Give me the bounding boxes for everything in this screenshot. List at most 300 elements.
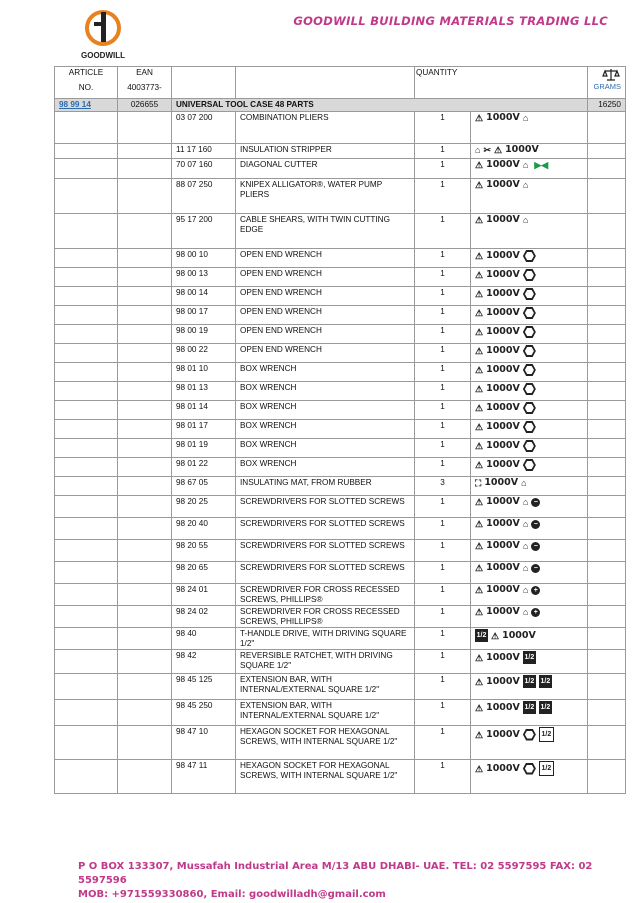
main-article-number[interactable]: 98 99 14: [55, 99, 118, 112]
warning-triangle-icon: ⚠: [475, 763, 484, 774]
blank-cell: [55, 477, 118, 496]
voltage-label: 1000V: [486, 459, 520, 470]
component-code: 98 40: [172, 628, 236, 650]
table-row: [55, 439, 626, 458]
component-code: 98 45 250: [172, 700, 236, 726]
component-quantity: 1: [415, 628, 471, 650]
component-description: BOX WRENCH: [236, 439, 415, 458]
vde-approved-icon: ⌂: [522, 563, 529, 573]
symbols-cell: [471, 306, 588, 325]
quantity-label: QUANTITY: [416, 68, 458, 77]
slot-icon: −: [531, 498, 540, 507]
blank-cell: [588, 420, 626, 439]
vde-approved-icon: ⌂: [522, 215, 529, 225]
component-quantity: 1: [415, 287, 471, 306]
article-header: [55, 67, 118, 99]
blank-cell: [588, 344, 626, 363]
main-article-row: [55, 99, 626, 112]
blank-cell: [118, 562, 172, 584]
voltage-label: 1000V: [486, 112, 520, 123]
blank-header: [236, 67, 415, 99]
blank-cell: [588, 674, 626, 700]
symbols-cell: [471, 458, 588, 477]
voltage-label: 1000V: [486, 562, 520, 573]
blank-cell: [55, 650, 118, 674]
header-row: [55, 67, 626, 99]
blank-cell: [55, 268, 118, 287]
warning-triangle-icon: ⚠: [475, 251, 484, 261]
voltage-label: 1000V: [486, 675, 520, 687]
blank-cell: [55, 306, 118, 325]
vde-approved-icon: ⌂: [521, 478, 527, 488]
warning-triangle-icon: ⚠: [475, 403, 484, 413]
component-code: 98 01 22: [172, 458, 236, 477]
component-code: 03 07 200: [172, 112, 236, 144]
warning-triangle-icon: ⚠: [475, 563, 484, 573]
component-code: 98 00 13: [172, 268, 236, 287]
warning-triangle-icon: ⚠: [493, 145, 503, 155]
blank-cell: [118, 674, 172, 700]
component-description: COMBINATION PLIERS: [236, 112, 415, 144]
component-description: OPEN END WRENCH: [236, 306, 415, 325]
component-quantity: 1: [415, 562, 471, 584]
warning-triangle-icon: ⚠: [475, 497, 484, 507]
blank-cell: [118, 112, 172, 144]
symbols-cell: [471, 325, 588, 344]
component-quantity: 3: [415, 477, 471, 496]
symbols-cell: [471, 700, 588, 726]
symbols-cell: [471, 268, 588, 287]
component-code: 98 00 14: [172, 287, 236, 306]
warning-triangle-icon: ⚠: [475, 652, 484, 663]
blank-cell: [55, 518, 118, 540]
component-quantity: 1: [415, 674, 471, 700]
component-description: SCREWDRIVERS FOR SLOTTED SCREWS: [236, 496, 415, 518]
symbols-cell: [471, 562, 588, 584]
hexagon-icon: [523, 440, 536, 452]
warning-triangle-icon: ⚠: [475, 215, 484, 225]
blank-cell: [118, 420, 172, 439]
logo-text: GOODWILL: [81, 51, 125, 60]
warning-triangle-icon: ⚠: [475, 289, 484, 299]
square-drive-icon: 1/2: [523, 651, 536, 664]
voltage-label: 1000V: [486, 383, 520, 394]
component-quantity: 1: [415, 584, 471, 606]
table-row: [55, 382, 626, 401]
blank-cell: [118, 287, 172, 306]
table-row: [55, 477, 626, 496]
blank-cell: [588, 382, 626, 401]
component-description: BOX WRENCH: [236, 401, 415, 420]
component-description: BOX WRENCH: [236, 420, 415, 439]
blank-cell: [588, 700, 626, 726]
hexagon-icon: [523, 326, 536, 338]
blank-cell: [588, 363, 626, 382]
component-quantity: 1: [415, 344, 471, 363]
square-drive-icon: 1/2: [539, 701, 552, 714]
component-quantity: 1: [415, 606, 471, 628]
blank-cell: [588, 496, 626, 518]
voltage-label: 1000V: [486, 345, 520, 356]
symbols-cell: [471, 144, 588, 159]
component-code: 98 24 02: [172, 606, 236, 628]
symbols-cell: [471, 214, 588, 249]
blank-cell: [55, 674, 118, 700]
blank-cell: [588, 518, 626, 540]
blank-cell: [55, 606, 118, 628]
component-description: SCREWDRIVERS FOR SLOTTED SCREWS: [236, 540, 415, 562]
slot-icon: −: [531, 564, 540, 573]
blank-cell: [55, 726, 118, 760]
scale-icon: [602, 68, 620, 82]
blank-cell: [588, 562, 626, 584]
blank-cell: [118, 401, 172, 420]
voltage-label: 1000V: [484, 477, 519, 488]
component-description: DIAGONAL CUTTER: [236, 159, 415, 179]
warning-triangle-icon: ⚠: [475, 160, 484, 170]
component-quantity: 1: [415, 144, 471, 159]
article-label: ARTICLE: [68, 68, 104, 77]
blank-cell: [118, 606, 172, 628]
hexagon-icon: [523, 729, 536, 741]
component-code: 70 07 160: [172, 159, 236, 179]
hexagon-icon: [523, 383, 536, 395]
blank-cell: [588, 439, 626, 458]
component-code: 98 00 10: [172, 249, 236, 268]
quantity-header: [415, 67, 588, 99]
component-quantity: 1: [415, 650, 471, 674]
blank-cell: [588, 325, 626, 344]
blank-cell: [55, 496, 118, 518]
footer-address: P O BOX 133307, Mussafah Industrial Area M/13 ABU DHABI- UAE. TEL: 02 5597595 FAX: 02 5597596: [78, 861, 593, 886]
component-code: 98 20 40: [172, 518, 236, 540]
symbols-cell: [471, 344, 588, 363]
symbols-cell: [471, 584, 588, 606]
table-row: [55, 268, 626, 287]
voltage-label: 1000V: [486, 762, 520, 774]
component-description: OPEN END WRENCH: [236, 249, 415, 268]
hexagon-icon: [523, 307, 536, 319]
blank-cell: [588, 268, 626, 287]
square-drive-icon: 1/2: [539, 675, 552, 688]
component-description: OPEN END WRENCH: [236, 325, 415, 344]
voltage-label: 1000V: [486, 518, 520, 529]
component-description: CABLE SHEARS, WITH TWIN CUTTING EDGE: [236, 214, 415, 249]
symbols-cell: [471, 650, 588, 674]
component-quantity: 1: [415, 439, 471, 458]
component-quantity: 1: [415, 214, 471, 249]
voltage-label: 1000V: [486, 540, 520, 551]
table-row: [55, 344, 626, 363]
component-quantity: 1: [415, 249, 471, 268]
component-code: 98 00 22: [172, 344, 236, 363]
tool-icon: ✂: [483, 145, 491, 155]
warning-triangle-icon: ⚠: [475, 113, 484, 123]
voltage-label: 1000V: [486, 250, 520, 261]
ean-header: [118, 67, 172, 99]
blank-cell: [55, 382, 118, 401]
main-description: UNIVERSAL TOOL CASE 48 PARTS: [172, 99, 588, 112]
table-row: [55, 674, 626, 700]
warning-triangle-icon: ⚠: [475, 729, 484, 740]
blank-cell: [118, 144, 172, 159]
component-description: BOX WRENCH: [236, 458, 415, 477]
blank-cell: [118, 726, 172, 760]
blank-cell: [55, 760, 118, 794]
blank-cell: [55, 287, 118, 306]
symbols-cell: [471, 726, 588, 760]
component-quantity: 1: [415, 726, 471, 760]
component-code: 98 01 19: [172, 439, 236, 458]
vde-approved-icon: ⌂: [522, 585, 529, 595]
component-description: SCREWDRIVERS FOR SLOTTED SCREWS: [236, 518, 415, 540]
warning-triangle-icon: ⚠: [475, 585, 484, 595]
blank-cell: [588, 650, 626, 674]
component-description: EXTENSION BAR, WITH INTERNAL/EXTERNAL SQUARE 1/2": [236, 674, 415, 700]
symbols-cell: [471, 112, 588, 144]
symbols-cell: [471, 401, 588, 420]
vde-approved-icon: ⌂: [522, 519, 529, 529]
table-row: [55, 496, 626, 518]
table-row: [55, 562, 626, 584]
voltage-label: 1000V: [486, 307, 520, 318]
blank-cell: [55, 584, 118, 606]
blank-cell: [588, 540, 626, 562]
symbols-cell: [471, 420, 588, 439]
vde-approved-icon: ⌂: [522, 113, 529, 123]
component-quantity: 1: [415, 112, 471, 144]
blank-cell: [55, 112, 118, 144]
table-row: [55, 249, 626, 268]
warning-triangle-icon: ⚠: [475, 346, 484, 356]
component-quantity: 1: [415, 760, 471, 794]
voltage-label: 1000V: [486, 269, 520, 280]
blank-cell: [118, 249, 172, 268]
component-description: INSULATING MAT, FROM RUBBER: [236, 477, 415, 496]
table-row: [55, 325, 626, 344]
blank-cell: [118, 458, 172, 477]
blank-header: [172, 67, 236, 99]
vde-approved-icon: ⌂: [522, 160, 529, 170]
hexagon-icon: [523, 459, 536, 471]
warning-triangle-icon: ⚠: [475, 384, 484, 394]
blank-cell: [588, 401, 626, 420]
component-description: SCREWDRIVER FOR CROSS RECESSED SCREWS, PHILLIPS®: [236, 606, 415, 628]
blank-cell: [588, 249, 626, 268]
voltage-label: 1000V: [505, 144, 539, 155]
table-row: [55, 628, 626, 650]
component-quantity: 1: [415, 420, 471, 439]
component-description: OPEN END WRENCH: [236, 287, 415, 306]
vde-approved-icon: ⌂: [522, 607, 529, 617]
table-row: [55, 401, 626, 420]
component-description: BOX WRENCH: [236, 382, 415, 401]
voltage-label: 1000V: [486, 214, 520, 225]
voltage-label: 1000V: [486, 728, 520, 740]
symbols-cell: [471, 439, 588, 458]
hexagon-icon: [523, 288, 536, 300]
component-code: 98 01 10: [172, 363, 236, 382]
voltage-label: 1000V: [486, 651, 520, 663]
symbols-cell: [471, 628, 588, 650]
blank-cell: [588, 179, 626, 214]
warning-triangle-icon: ⚠: [475, 441, 484, 451]
warning-triangle-icon: ⚠: [475, 308, 484, 318]
component-description: EXTENSION BAR, WITH INTERNAL/EXTERNAL SQUARE 1/2": [236, 700, 415, 726]
component-code: 11 17 160: [172, 144, 236, 159]
warning-triangle-icon: ⚠: [475, 422, 484, 432]
voltage-label: 1000V: [486, 326, 520, 337]
warning-triangle-icon: ⚠: [475, 365, 484, 375]
weight-header: [588, 67, 626, 99]
component-code: 98 42: [172, 650, 236, 674]
table-row: [55, 518, 626, 540]
component-code: 98 45 125: [172, 674, 236, 700]
warning-triangle-icon: ⚠: [475, 607, 484, 617]
table-row: [55, 458, 626, 477]
table-row: [55, 179, 626, 214]
symbols-cell: [471, 496, 588, 518]
blank-cell: [118, 700, 172, 726]
component-code: 98 00 17: [172, 306, 236, 325]
blank-cell: [118, 344, 172, 363]
component-description: OPEN END WRENCH: [236, 344, 415, 363]
component-quantity: 1: [415, 306, 471, 325]
blank-cell: [118, 306, 172, 325]
table-row: [55, 700, 626, 726]
component-quantity: 1: [415, 518, 471, 540]
blank-cell: [55, 325, 118, 344]
blank-cell: [118, 496, 172, 518]
square-drive-icon: 1/2: [475, 629, 488, 642]
blank-cell: [118, 518, 172, 540]
blank-cell: [118, 159, 172, 179]
table-row: [55, 760, 626, 794]
square-drive-icon: 1/2: [523, 675, 536, 688]
blank-cell: [55, 458, 118, 477]
blank-cell: [118, 214, 172, 249]
voltage-label: 1000V: [486, 179, 520, 190]
component-quantity: 1: [415, 179, 471, 214]
footer: [78, 860, 638, 902]
component-description: KNIPEX ALLIGATOR®, WATER PUMP PLIERS: [236, 179, 415, 214]
phillips-icon: +: [531, 608, 540, 617]
blank-cell: [588, 112, 626, 144]
symbols-cell: [471, 540, 588, 562]
component-quantity: 1: [415, 540, 471, 562]
blank-cell: [55, 144, 118, 159]
component-quantity: 1: [415, 458, 471, 477]
component-code: 98 00 19: [172, 325, 236, 344]
blank-cell: [118, 439, 172, 458]
vde-approved-icon: ⌂: [522, 180, 529, 190]
voltage-label: 1000V: [486, 606, 520, 617]
warning-triangle-icon: ⚠: [475, 327, 484, 337]
blank-cell: [55, 363, 118, 382]
square-drive-icon: 1/2: [539, 727, 554, 742]
blank-cell: [588, 306, 626, 325]
vde-approved-icon: ⌂: [522, 541, 529, 551]
component-code: 98 67 05: [172, 477, 236, 496]
component-quantity: 1: [415, 496, 471, 518]
hexagon-icon: [523, 364, 536, 376]
phillips-icon: +: [531, 586, 540, 595]
blank-cell: [55, 420, 118, 439]
component-quantity: 1: [415, 382, 471, 401]
blank-cell: [55, 179, 118, 214]
component-description: HEXAGON SOCKET FOR HEXAGONAL SCREWS, WITH INTERNAL SQUARE 1/2": [236, 726, 415, 760]
symbols-cell: [471, 518, 588, 540]
blank-cell: [55, 159, 118, 179]
warning-triangle-icon: ⚠: [475, 270, 484, 280]
component-quantity: 1: [415, 700, 471, 726]
mat-icon: ⛶: [475, 478, 482, 488]
table-row: [55, 584, 626, 606]
component-description: SCREWDRIVER FOR CROSS RECESSED SCREWS, PHILLIPS®: [236, 584, 415, 606]
blank-cell: [55, 700, 118, 726]
blank-cell: [118, 584, 172, 606]
blank-cell: [118, 477, 172, 496]
symbols-cell: [471, 287, 588, 306]
component-quantity: 1: [415, 363, 471, 382]
component-description: SCREWDRIVERS FOR SLOTTED SCREWS: [236, 562, 415, 584]
ean-prefix: 4003773-: [127, 83, 162, 92]
blank-cell: [588, 606, 626, 628]
voltage-label: 1000V: [486, 701, 520, 713]
symbols-cell: [471, 382, 588, 401]
warning-triangle-icon: ⚠: [475, 541, 484, 551]
slot-icon: −: [531, 542, 540, 551]
ean-label: EAN: [136, 68, 153, 77]
warning-triangle-icon: ⚠: [475, 519, 484, 529]
table-row: [55, 287, 626, 306]
blank-cell: [118, 325, 172, 344]
symbols-cell: [471, 179, 588, 214]
blank-cell: [118, 363, 172, 382]
component-description: OPEN END WRENCH: [236, 268, 415, 287]
main-weight: 16250: [588, 99, 626, 112]
component-code: 98 20 25: [172, 496, 236, 518]
blank-cell: [118, 628, 172, 650]
blank-cell: [118, 382, 172, 401]
table-row: [55, 726, 626, 760]
symbols-cell: [471, 674, 588, 700]
component-quantity: 1: [415, 325, 471, 344]
hexagon-icon: [523, 269, 536, 281]
voltage-label: 1000V: [502, 629, 536, 641]
warning-triangle-icon: ⚠: [491, 630, 500, 641]
blank-cell: [588, 760, 626, 794]
slot-icon: −: [531, 520, 540, 529]
warning-triangle-icon: ⚠: [475, 676, 484, 687]
component-quantity: 1: [415, 268, 471, 287]
symbols-cell: [471, 363, 588, 382]
hexagon-icon: [523, 421, 536, 433]
blank-cell: [55, 540, 118, 562]
grams-label: GRAMS: [593, 82, 621, 91]
component-description: INSULATION STRIPPER: [236, 144, 415, 159]
blank-cell: [588, 584, 626, 606]
blank-cell: [55, 628, 118, 650]
green-grip-icon: ▶◀: [534, 160, 549, 170]
voltage-label: 1000V: [486, 421, 520, 432]
table-row: [55, 650, 626, 674]
voltage-label: 1000V: [486, 402, 520, 413]
blank-cell: [588, 477, 626, 496]
vde-approved-icon: ⌂: [475, 145, 481, 155]
square-drive-icon: 1/2: [523, 701, 536, 714]
blank-cell: [118, 268, 172, 287]
